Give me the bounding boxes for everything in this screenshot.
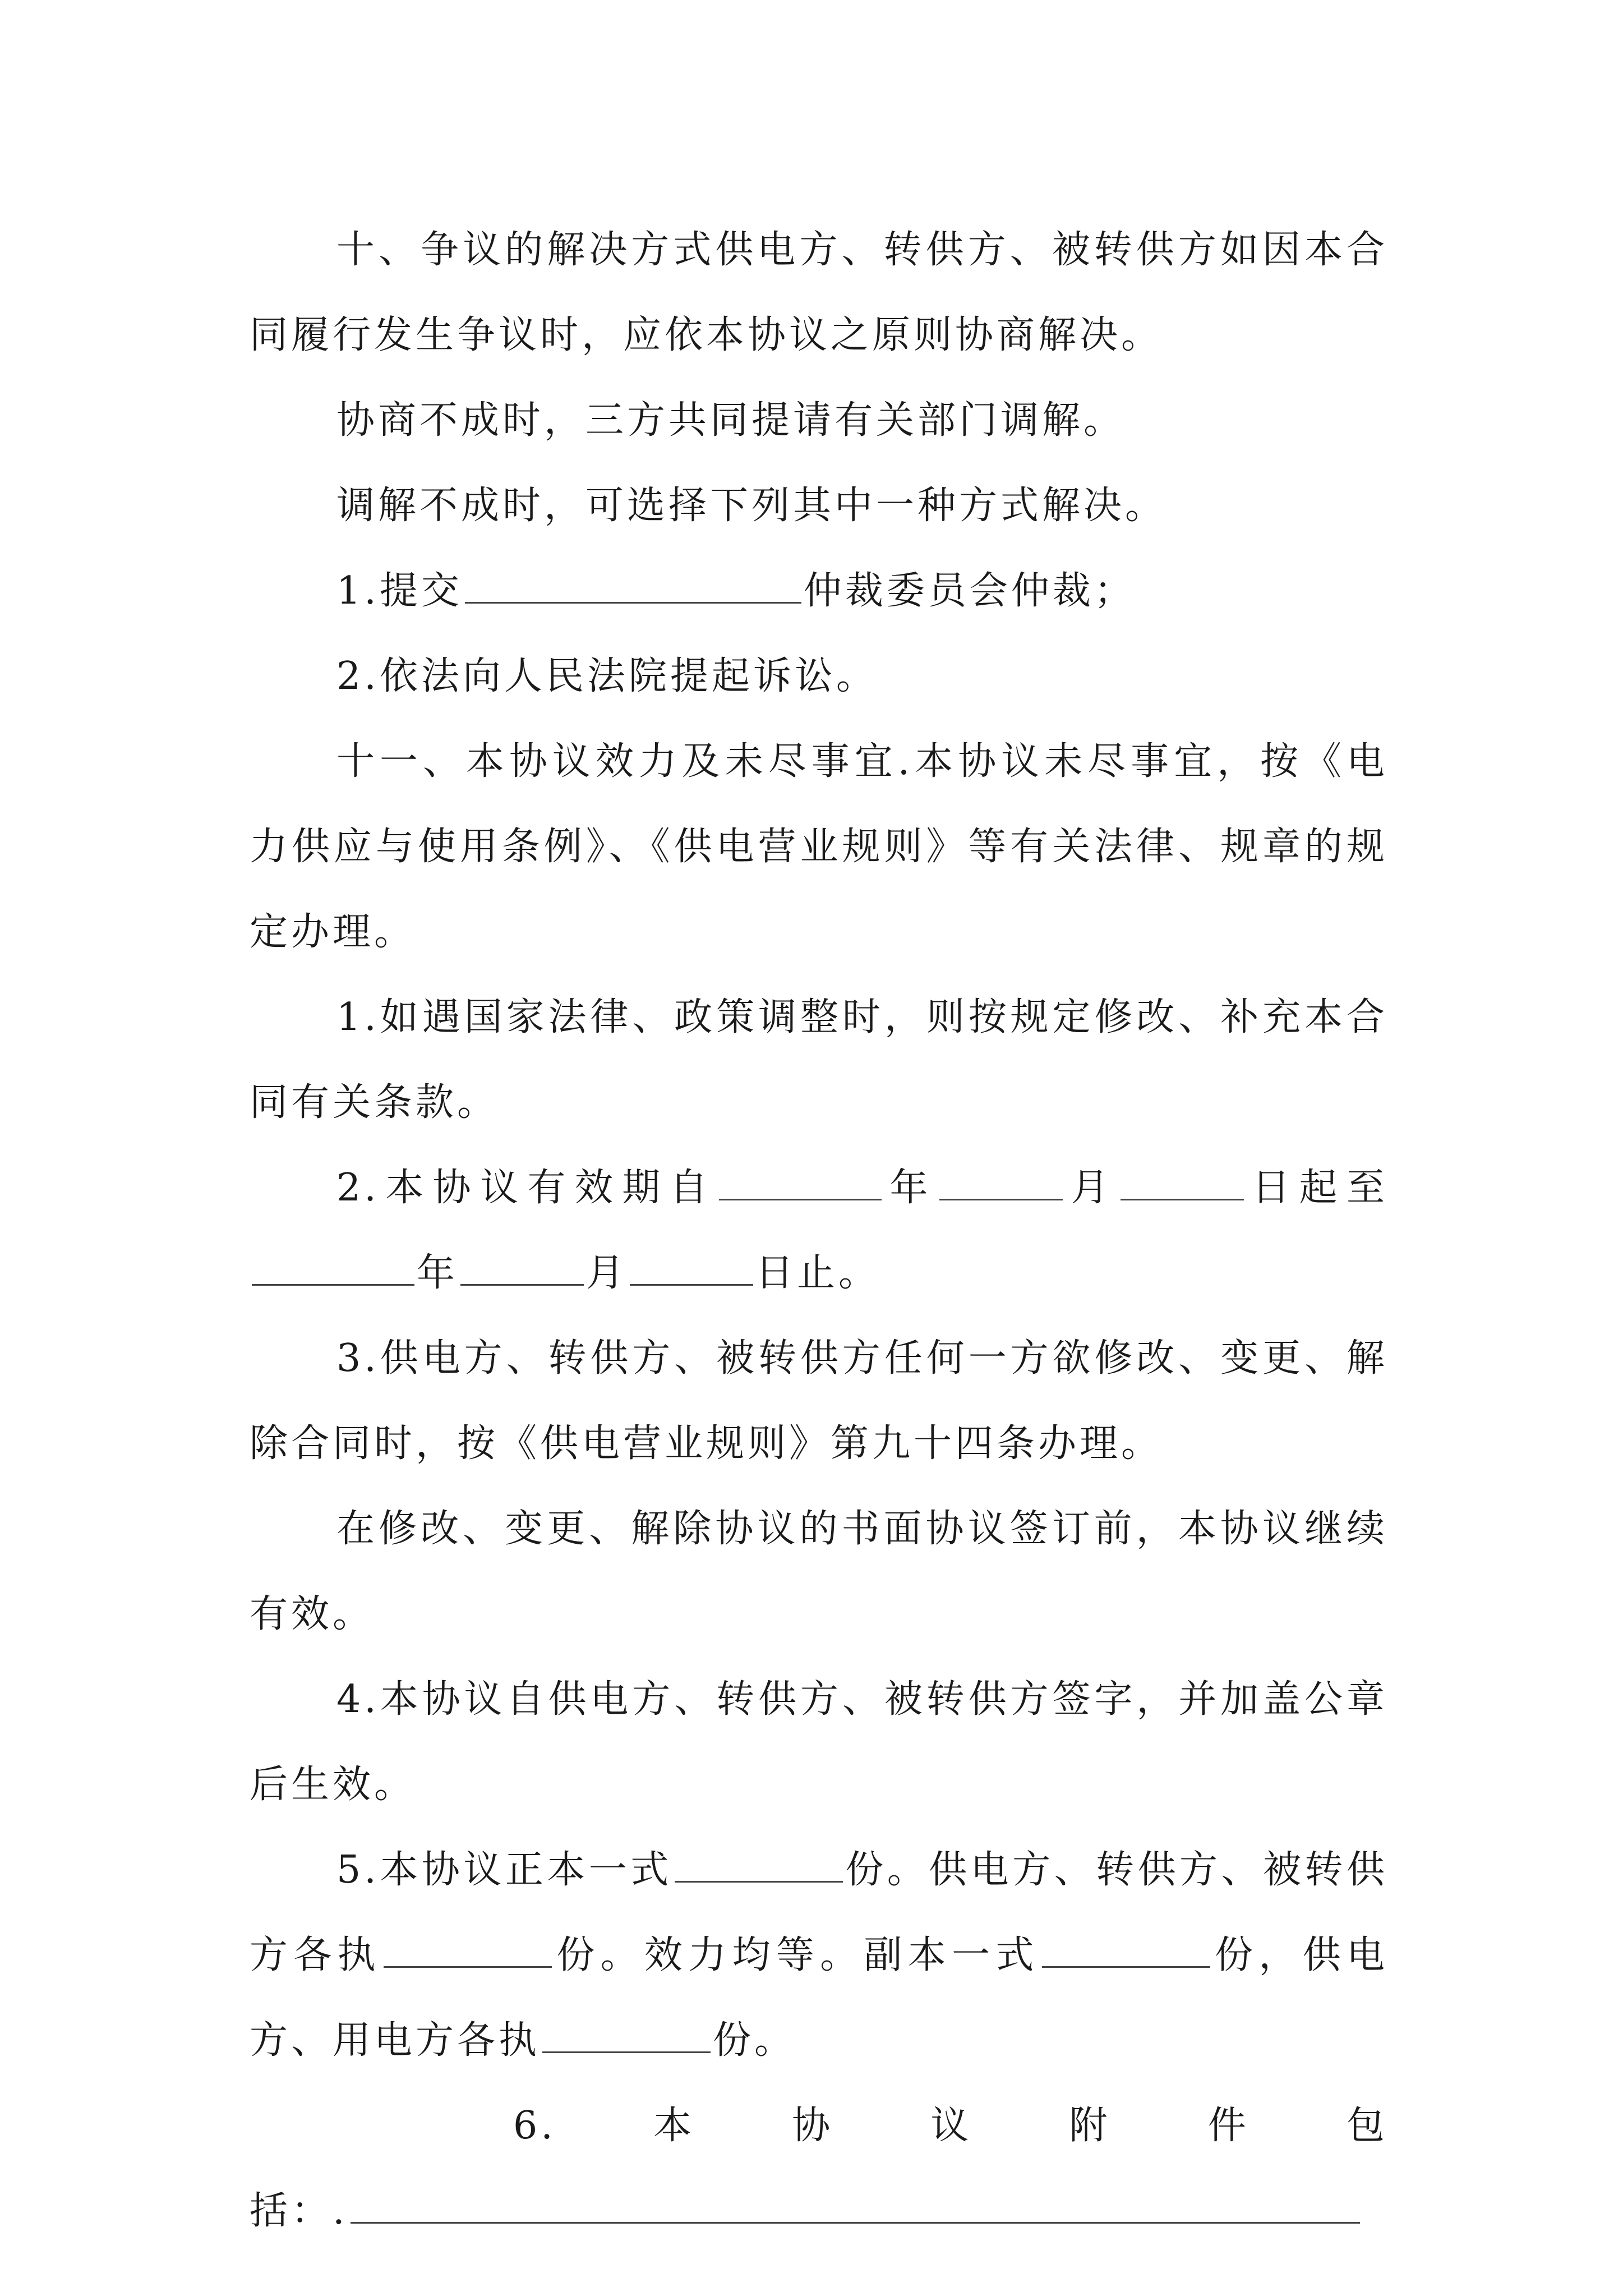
attachments-word-3: 议 xyxy=(930,2104,972,2148)
attachments-word-4: 附 xyxy=(1069,2104,1111,2148)
duplicate-each-party-blank[interactable] xyxy=(542,2018,711,2053)
start-year-blank[interactable] xyxy=(719,1165,882,1200)
paragraph-continued-validity: 在修改、变更、解除协议的书面协议签订前，本协议继续有效。 xyxy=(250,1507,1388,1636)
end-day-blank[interactable] xyxy=(630,1250,753,1286)
end-year-label: 年 xyxy=(417,1251,459,1295)
attachments-word-2: 协 xyxy=(792,2104,834,2148)
attachments-word-1: 本 xyxy=(653,2104,695,2148)
arbitration-prefix: 1.提交 xyxy=(336,569,463,613)
start-month-label: 月 xyxy=(1064,1166,1118,1210)
arbitration-commission-blank[interactable] xyxy=(465,568,801,604)
paragraph-dispute-resolution: 十、争议的解决方式供电方、转供方、被转供方如因本合同履行发生争议时，应依本协议之原则协商解决。 xyxy=(250,228,1388,357)
attachments-word-6: 包 xyxy=(1346,2104,1388,2148)
paragraph-modification: 3.供电方、转供方、被转供方任何一方欲修改、变更、解除合同时，按《供电营业规则》第九十四条办理。 xyxy=(250,1336,1388,1466)
paragraph-effective-upon-signing: 4.本协议自供电方、转供方、被转供方签字，并加盖公章后生效。 xyxy=(250,1677,1388,1807)
validity-prefix: 2.本协议有效期自 xyxy=(336,1166,717,1210)
copies-text-c: 份。效力均等。副本一式 xyxy=(554,1933,1040,1977)
copies-text-e: 份。 xyxy=(713,2018,796,2063)
start-day-blank[interactable] xyxy=(1121,1165,1244,1200)
end-month-blank[interactable] xyxy=(460,1250,584,1286)
end-year-blank[interactable] xyxy=(252,1250,414,1286)
attachments-word-5: 件 xyxy=(1207,2104,1249,2148)
attachments-word-0: 6. xyxy=(513,2104,556,2148)
paragraph-arbitration xyxy=(250,549,1388,634)
start-year-label: 年 xyxy=(884,1166,937,1210)
paragraph-copies xyxy=(250,1828,1388,2083)
start-month-blank[interactable] xyxy=(939,1165,1063,1200)
paragraph-attachments-spread xyxy=(250,2083,1388,2169)
paragraph-validity-and-matters: 十一、本协议效力及未尽事宜.本协议未尽事宜，按《电力供应与使用条例》、《供电营业规则》等有关法律、规章的规定办理。 xyxy=(250,739,1388,954)
paragraph-law-adjustment: 1.如遇国家法律、政策调整时，则按规定修改、补充本合同有关条款。 xyxy=(250,995,1388,1125)
attachments-blank[interactable] xyxy=(351,2188,1360,2224)
each-party-copies-blank[interactable] xyxy=(384,1932,552,1968)
copies-text-b: 份。供电方、转供方、被转供方各执 xyxy=(250,1848,1388,1977)
paragraph-attachments-line xyxy=(250,2169,1388,2254)
copies-text-d: 份，供电方、用电方各执 xyxy=(250,1933,1388,2063)
copies-text-a: 5.本协议正本一式 xyxy=(336,1848,672,1892)
paragraph-validity-period xyxy=(250,1145,1388,1316)
duplicate-copies-blank[interactable] xyxy=(1042,1932,1210,1968)
paragraph-litigation: 2.依法向人民法院提起诉讼。 xyxy=(336,654,878,698)
arbitration-suffix: 仲裁委员会仲裁； xyxy=(803,569,1136,613)
paragraph-mediation: 协商不成时，三方共同提请有关部门调解。 xyxy=(336,398,1126,443)
original-copies-blank[interactable] xyxy=(675,1847,843,1883)
attachments-tail: 括：. xyxy=(250,2189,348,2233)
end-day-label: 日止。 xyxy=(755,1251,880,1295)
start-day-label: 日起至 xyxy=(1246,1166,1388,1210)
document-body xyxy=(250,208,1388,2254)
end-month-label: 月 xyxy=(586,1251,628,1295)
paragraph-mediation-failed: 调解不成时，可选择下列其中一种方式解决。 xyxy=(336,484,1167,528)
